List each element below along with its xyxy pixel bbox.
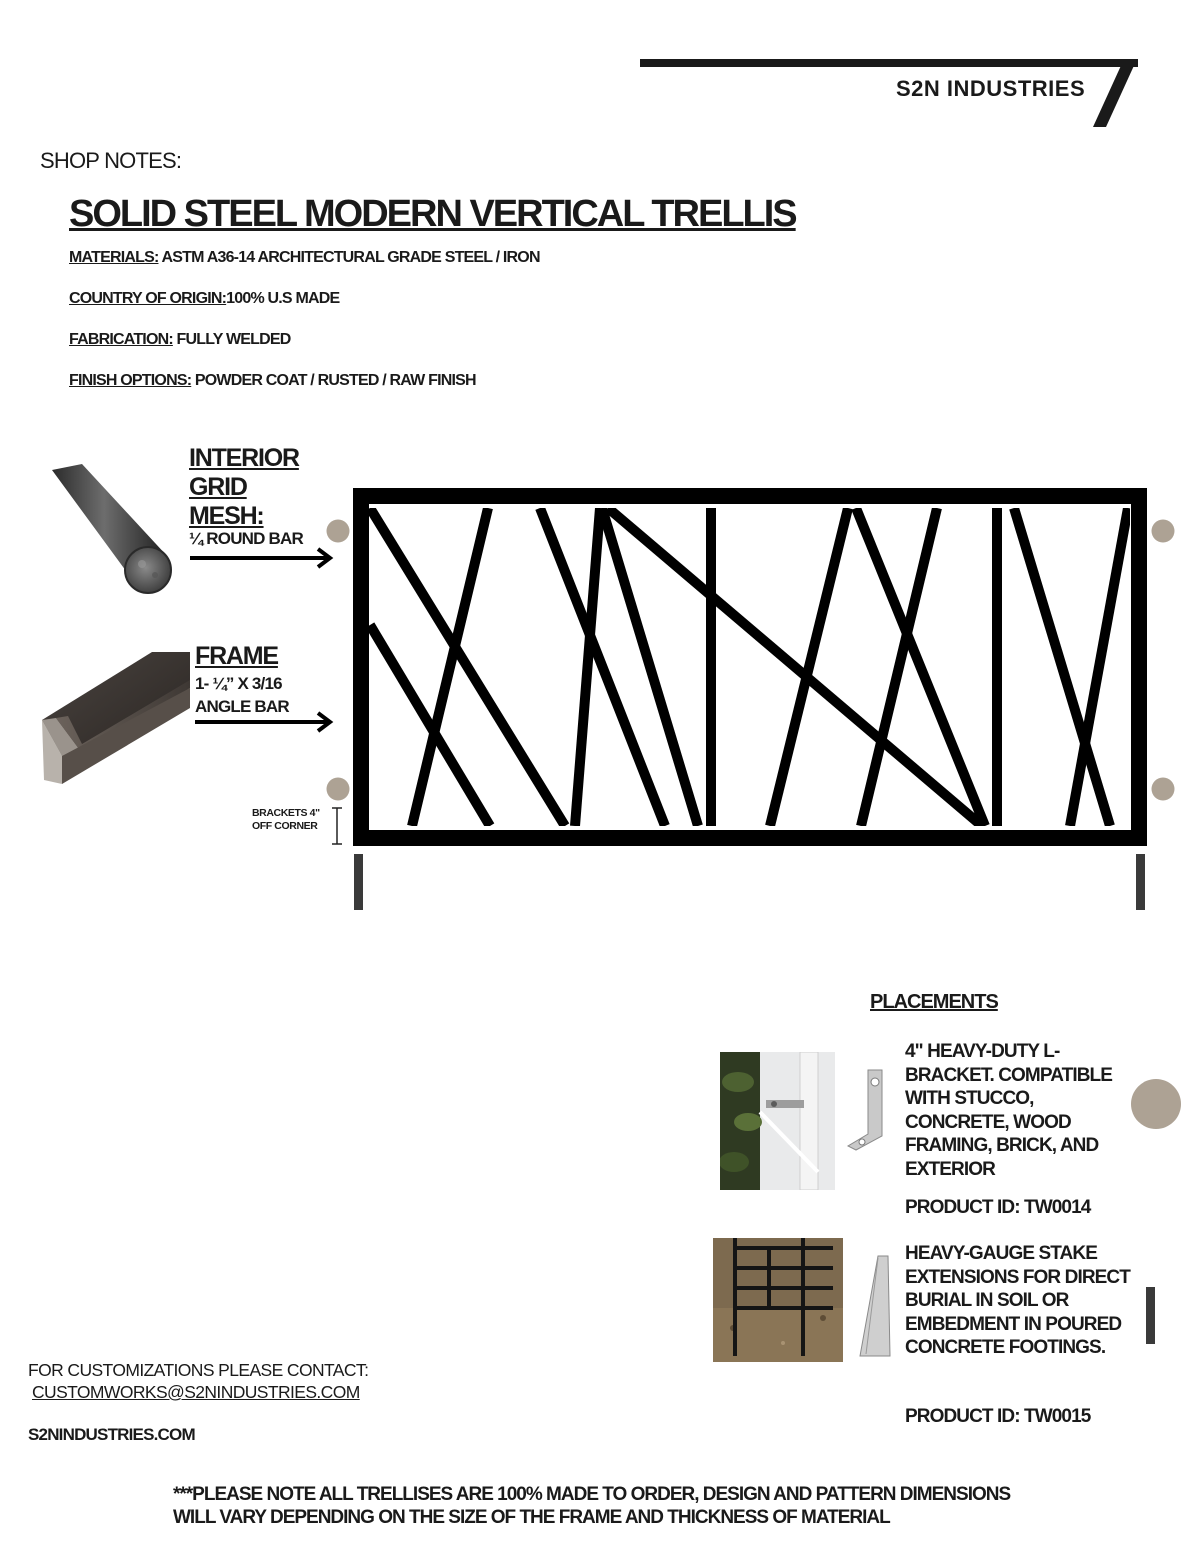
brackets-note-line: OFF CORNER [252,820,318,832]
trellis-mesh [370,508,1128,826]
spec-fabrication [69,331,290,349]
frame-arrow-icon [193,710,338,734]
spec-key: MATERIALS: [69,249,159,266]
placement-description: 4" HEAVY-DUTY L-BRACKET. COMPATIBLE WITH STUCCO, CONCRETE, WOOD FRAMING, BRICK, AND EXTERIOR [905,1041,1113,1180]
spec-key: FINISH OPTIONS: [69,372,192,389]
placements-title: PLACEMENTS [870,991,998,1013]
stake-right [1136,854,1145,910]
mesh-heading-line: INTERIOR [189,444,299,472]
spec-country-of-origin [69,290,339,308]
l-bracket-installed-photo [720,1052,835,1190]
placement-product-id: PRODUCT ID: TW0014 [905,1197,1091,1218]
spec-key: COUNTRY OF ORIGIN: [69,290,227,307]
brackets-note-line: BRACKETS 4" [252,807,320,819]
mesh-heading-line: GRID [189,473,247,501]
l-bracket-icon [846,1066,890,1156]
bracket-dot [327,520,350,543]
spec-materials [69,249,540,267]
mesh-detail: ¼ ROUND BAR [189,529,303,548]
bracket-dot [1152,520,1175,543]
stake-marker [1145,1287,1157,1345]
frame-detail-line: 1- ¼” X 3/16 [195,674,282,693]
made-to-order-notice [173,1483,1010,1529]
angle-bar-photo [42,648,192,788]
placement-description: HEAVY-GAUGE STAKE EXTENSIONS FOR DIRECT BURIAL IN SOIL OR EMBEDMENT IN POURED CONCRETE FOOTINGS. [905,1243,1130,1358]
stake-extension-icon [856,1254,896,1360]
mesh-arrow-icon [188,546,338,570]
stake-installed-photo [713,1238,843,1362]
shop-notes-label: SHOP NOTES: [40,148,182,173]
bracket-dot [327,778,350,801]
trellis-drawing [320,480,1190,920]
frame-heading: FRAME [195,642,278,670]
notice-line: ***PLEASE NOTE ALL TRELLISES ARE 100% MADE TO ORDER, DESIGN AND PATTERN DIMENSIONS [173,1484,1011,1505]
mesh-heading-line: MESH: [189,502,264,530]
round-bar-photo [48,462,178,607]
page-title: SOLID STEEL MODERN VERTICAL TRELLIS [69,193,796,235]
mesh-heading [189,444,299,531]
contact-label: FOR CUSTOMIZATIONS PLEASE CONTACT: [28,1360,369,1380]
contact-email-link[interactable]: CUSTOMWORKS@S2NINDUSTRIES.COM [32,1382,360,1402]
spec-value: 100% U.S MADE [226,290,340,307]
website-link[interactable]: S2NINDUSTRIES.COM [28,1425,195,1444]
frame-detail-line: ANGLE BAR [195,697,289,716]
spec-value: FULLY WELDED [172,331,291,348]
bracket-dot [1152,778,1175,801]
spec-value: POWDER COAT / RUSTED / RAW FINISH [191,372,476,389]
brackets-note [252,807,320,833]
bracket-dot-large [1129,1077,1183,1131]
placement-product-id: PRODUCT ID: TW0015 [905,1406,1091,1427]
stake-left [354,854,363,910]
spec-finish-options [69,372,476,390]
spec-value: ASTM A36-14 ARCHITECTURAL GRADE STEEL / IRON [158,249,540,266]
spec-key: FABRICATION: [69,331,173,348]
notice-line: WILL VARY DEPENDING ON THE SIZE OF THE FRAME AND THICKNESS OF MATERIAL [173,1507,890,1528]
brand-name: S2N INDUSTRIES [896,76,1086,101]
